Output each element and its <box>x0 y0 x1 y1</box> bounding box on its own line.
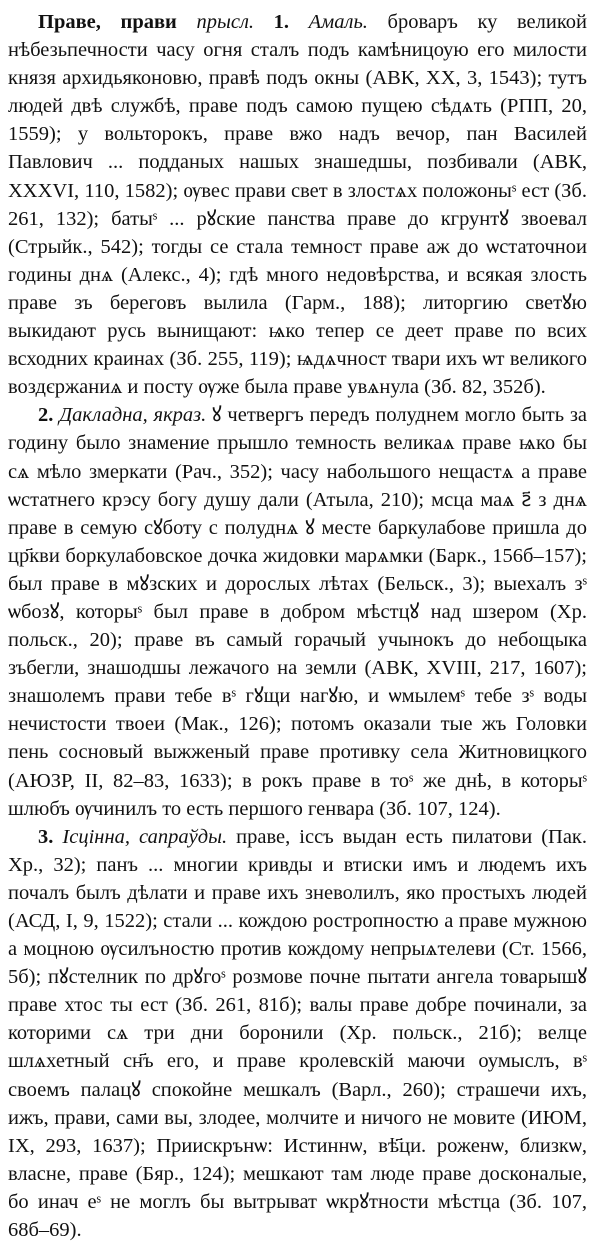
sense-3-paragraph <box>8 823 587 1244</box>
sense-2-text: ꙋ четвергъ передъ полуднем могло быть за годину было знамение прышло темность великаѧ праве ѩко бы сѧ мѣло змеркати (Рач., 352); часу набольшого нещастѧ а праве ѡстатнего крэсу богу душу дали (Атыла, 210); мсца маѧ ꙅ҃ з днѧ праве в семую сꙋботу с полуднѧ ꙋ месте баркулабове пришла до цр҃кви боркулабовское дочка жидовки марѧмки (Барк., 156б–157); был праве в мꙋзских и дорослых лѣтах (Бельск., 3); выехалъ зˢ ѡбозꙋ, которыˢ был праве в добром мѣстцꙋ над шзером (Хр. польск., 20); праве въ самый горачый учынокъ до небощыка зъбегли, знашодшы лежачого на земли (АВК, XVIII, 217, 1607); знашолемъ прави тебе вˢ гꙋщи нагꙋю, и ѡмылемˢ тебе зˢ воды нечистости твоеи (Мак., 126); потомъ оказали тые жъ Головки пень сосновый выжженый праве противку села Житновицкого (АЮЗР, II, 82–83, 1633); в рокъ праве в тоˢ же днҍ, в которыˢ шлюбъ ѹчинилъ то есть першого генвара (Зб. 107, 124). <box>8 404 588 820</box>
sense-1-number: 1. <box>273 11 290 33</box>
sense-1-paragraph <box>8 8 587 401</box>
sense-1-text: броваръ ку великой нѣбезьпечности часу огня сталъ подъ камѣницоую его милости князя архидьяконовю, правѣ подъ окны (АВК, XX, 3, 1543); тутъ людей двѣ службѣ, праве подъ самою пущею сѣдѧть (РПП, 20, 1559); у вольторокъ, праве вжо надъ вечор, пан Василей Павлович ... подданых нашых знашедшы, позбивали (АВК, XXXVI, 110, 1582); ѹвес прави свет в злостѧх положоныˢ ест (Зб. 261, 132); батыˢ ... рꙋские панства праве до кгрунтꙋ звоевал (Стрыйк., 542); тогды се стала темност праве аж до ѡстаточнои годины днѧ (Алекс., 4); гдѣ много недовѣрства, и всякая злость праве зъ береговъ вылила (Гарм., 188); литоргию светꙋю выкидают русь вынищают: ѩко тепер се деет праве по всих всходних краинах (Зб. 255, 119); ѩдѧчност твари ихъ ѡт великого воздєржаниѧ и посту ѹже была праве увѧнула (Зб. 82, 352б). <box>8 11 587 399</box>
part-of-speech: прысл. <box>196 11 255 33</box>
sense-1-gloss: Амаль. <box>308 11 368 33</box>
sense-2-gloss: Дакладна, якраз. <box>59 404 207 427</box>
headword: Праве, прави <box>38 11 177 33</box>
sense-3-gloss: Ісцінна, сапраўды. <box>62 825 228 848</box>
sense-3-text: праве, iссъ выдан есть пилатови (Пак. Хр., 32); панъ ... многии кривды и втиски имъ и людемъ ихъ почалъ былъ дѣлати и праве ихъ зневолилъ, яко простыхъ людей (АСД, I, 9, 1522); стали ... кождою ростропностю а праве мужною а моцною ѹсилъностю против кождому непрыѧтелеви (Ст. 1566, 5б); пꙋстелник по дрꙋгоˢ розмове почне пытати ангела товарышꙋ праве хтос ты ест (Зб. 261, 81б); валы праве добре починали, за которими сѧ три дни боронили (Хр. польск., 21б); велце шлѧхетный сн҃ъ его, и праве кролевскій маючи оумыслъ, вˢ своемъ палацꙋ спокойне мешкалъ (Варл., 260); страшечи ихъ, ижъ, прави, сами вы, злодее, молчите и ничого не мовите (ИЮМ, IX, 293, 1637); Приискрънѡ: Истиннѡ, вѣ҃ци. роженѡ, близкѡ, власне, праве (Бяр., 124); мешкают там люде праве досконалые, бо инач еˢ не моглъ бы вытрыват ѡкрꙋтности мѣстца (Зб. 107, 68б–69). <box>8 825 588 1242</box>
sense-2-number: 2. <box>38 404 54 427</box>
sense-2-paragraph <box>8 401 587 822</box>
sense-3-number: 3. <box>38 825 54 848</box>
